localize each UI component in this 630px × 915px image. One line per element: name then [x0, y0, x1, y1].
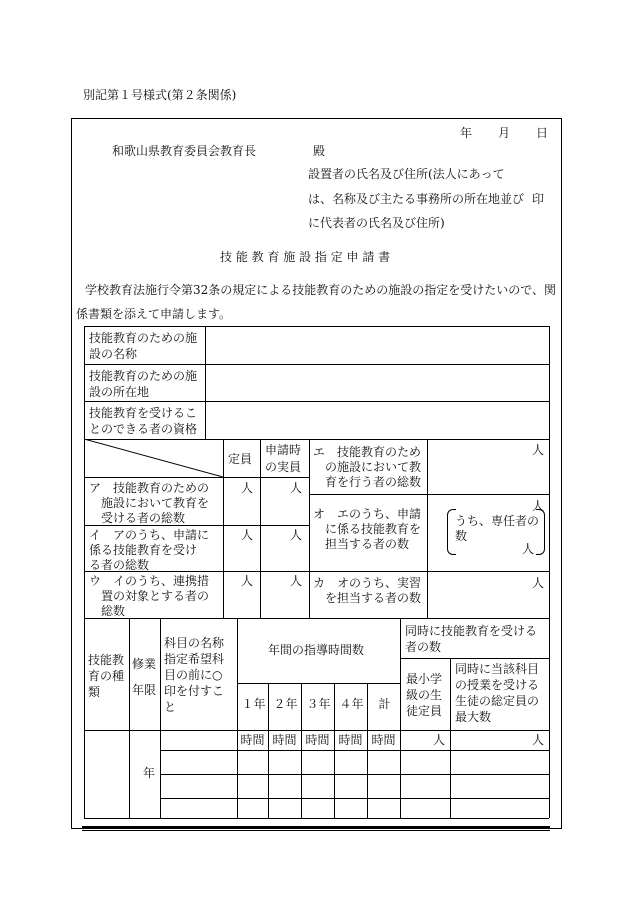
bottom-rule-thick [82, 826, 550, 828]
row-o-label-1: オ エのうち、申請 [313, 507, 422, 521]
subjects-header-2: 指定希望科 [164, 652, 225, 666]
table-rule [160, 798, 549, 799]
row-a-label-3: 受ける者の総数 [101, 511, 186, 525]
max-total-header-1: 同時に当該科目 [455, 662, 540, 676]
addressee-name: 和歌山県教育委員会教育長 [112, 144, 257, 158]
row-ka-label-1: カ オのうち、実習 [313, 576, 422, 590]
subjects-header-3: 目の前に○ [164, 668, 223, 682]
table-rule [260, 439, 261, 618]
current-header-2: の実員 [265, 460, 302, 474]
table-rule [309, 494, 549, 495]
hour-unit-total: 時間 [371, 733, 396, 747]
hour-unit-y4: 時間 [338, 733, 363, 747]
year-4-header: ４年 [339, 697, 364, 711]
facility-location-label-1: 技能教育のための施 [89, 369, 198, 383]
table-rule [160, 618, 161, 818]
applicant-line-3: に代表者の氏名及び住所) [308, 216, 445, 230]
row-i-label-1: イ アのうち、申請に [89, 528, 210, 542]
current-header-1: 申請時 [265, 443, 302, 457]
qualification-label-1: 技能教育を受けるこ [89, 406, 198, 420]
table-border-left [84, 326, 85, 818]
annual-hours-header: 年間の指導時間数 [268, 643, 365, 657]
max-total-header-4: 最大数 [455, 710, 492, 724]
bottom-rule-thin [82, 830, 550, 831]
course-type-header-2: 育の種 [88, 669, 125, 683]
row-i-label-3: る者の総数 [89, 558, 150, 572]
row-o-label-3: 担当する者の数 [325, 537, 410, 551]
row-i-capacity-unit: 人 [241, 528, 254, 542]
row-u-capacity-unit: 人 [241, 574, 254, 588]
table-border-top [84, 326, 549, 327]
min-class-unit: 人 [433, 733, 446, 747]
document-title: 技 能 教 育 施 設 指 定 申 請 書 [220, 250, 391, 264]
date-day-label: 日 [536, 126, 549, 140]
table-rule [84, 618, 549, 619]
table-border-bottom [84, 818, 549, 819]
row-u-label-2: 置の対象とする者の [101, 589, 210, 603]
qualification-label-2: とのできる者の資格 [89, 422, 198, 436]
row-e-unit: 人 [532, 443, 545, 457]
hour-unit-y1: 時間 [240, 733, 265, 747]
total-header: 計 [378, 697, 391, 711]
simultaneous-header-1: 同時に技能教育を受ける [405, 624, 538, 638]
row-ka-label-2: を担当する者の数 [325, 591, 422, 605]
intro-line-2: 係書類を添えて申請します。 [76, 307, 232, 321]
table-rule [223, 571, 224, 618]
row-o-full-time-unit: 人 [522, 542, 535, 556]
subjects-header-1: 科目の名称 [164, 636, 225, 650]
table-rule [205, 326, 206, 439]
row-a-label-2: 施設において教育を [101, 496, 210, 510]
table-border-right [549, 326, 550, 818]
row-e-label-3: 育を行う者の総数 [325, 475, 422, 489]
capacity-header: 定員 [228, 452, 253, 466]
row-o-label-2: に係る技能教育を [325, 522, 422, 536]
diagonal-rule [84, 439, 223, 477]
table-rule [400, 618, 401, 818]
years-header-1: 修業 [132, 657, 157, 671]
table-rule [237, 618, 238, 818]
table-rule [427, 439, 428, 618]
addressee-honorific: 殿 [313, 144, 326, 158]
table-rule [237, 683, 400, 684]
table-rule [84, 364, 549, 365]
max-total-header-3: 生徒の総定員の [455, 694, 540, 708]
max-total-unit: 人 [532, 733, 545, 747]
table-rule [160, 750, 549, 751]
row-u-current-unit: 人 [290, 574, 303, 588]
max-total-header-2: の授業を受ける [455, 678, 540, 692]
table-rule [450, 658, 451, 818]
facility-name-label-1: 技能教育のための施 [89, 331, 198, 345]
intro-line-1: 学校教育法施行令第32条の規定による技能教育のための施設の指定を受けたいので、関 [85, 283, 557, 297]
min-class-header-3: 徒定員 [406, 704, 443, 718]
row-o-full-time-label-2: 数 [455, 529, 468, 543]
applicant-line-1: 設置者の氏名及び住所(法人にあって [308, 167, 505, 181]
row-u-label-1: ウ イのうち、連携措 [89, 574, 210, 588]
year-3-header: ３年 [306, 697, 331, 711]
row-i-current-unit: 人 [290, 528, 303, 542]
subjects-header-4: 印を付すこ [164, 684, 225, 698]
row-a-current-unit: 人 [290, 481, 303, 495]
simultaneous-header-2: 者の数 [405, 640, 442, 654]
row-e-label-1: エ 技能教育のため [313, 445, 422, 459]
row-ka-unit: 人 [532, 576, 545, 590]
table-rule [84, 401, 549, 402]
table-rule [129, 618, 130, 818]
date-month-label: 月 [498, 126, 511, 140]
date-year-label: 年 [460, 126, 473, 140]
min-class-header-1: 最小学 [406, 672, 443, 686]
facility-location-label-2: 設の所在地 [89, 385, 150, 399]
course-type-header-1: 技能教 [88, 653, 125, 667]
row-i-label-2: 係る技能教育を受け [89, 543, 198, 557]
row-o-full-time-label-1: うち、専任者の [455, 514, 540, 528]
min-class-header-2: 級の生 [406, 688, 443, 702]
years-unit: 年 [143, 766, 156, 780]
form-number-label: 別記第１号様式(第２条関係) [83, 88, 237, 102]
course-type-header-3: 類 [88, 685, 101, 699]
subjects-header-5: と [164, 700, 177, 714]
row-a-label-1: ア 技能教育のための [89, 481, 210, 495]
table-rule [400, 658, 549, 659]
years-header-2: 年限 [132, 683, 157, 697]
hour-unit-y3: 時間 [305, 733, 330, 747]
row-o-unit: 人 [532, 499, 545, 513]
row-a-capacity-unit: 人 [241, 481, 254, 495]
table-rule [84, 477, 309, 478]
year-2-header: ２年 [273, 697, 298, 711]
row-e-label-2: の施設において教 [325, 460, 422, 474]
facility-name-label-2: 設の名称 [89, 347, 138, 361]
hour-unit-y2: 時間 [272, 733, 297, 747]
year-1-header: １年 [241, 697, 266, 711]
table-rule [223, 439, 224, 571]
row-u-label-3: 総数 [101, 604, 126, 618]
table-rule [160, 774, 549, 775]
seal-mark: 印 [532, 192, 545, 206]
applicant-line-2: は、名称及び主たる事務所の所在地並び [308, 192, 525, 206]
table-rule [309, 439, 310, 618]
